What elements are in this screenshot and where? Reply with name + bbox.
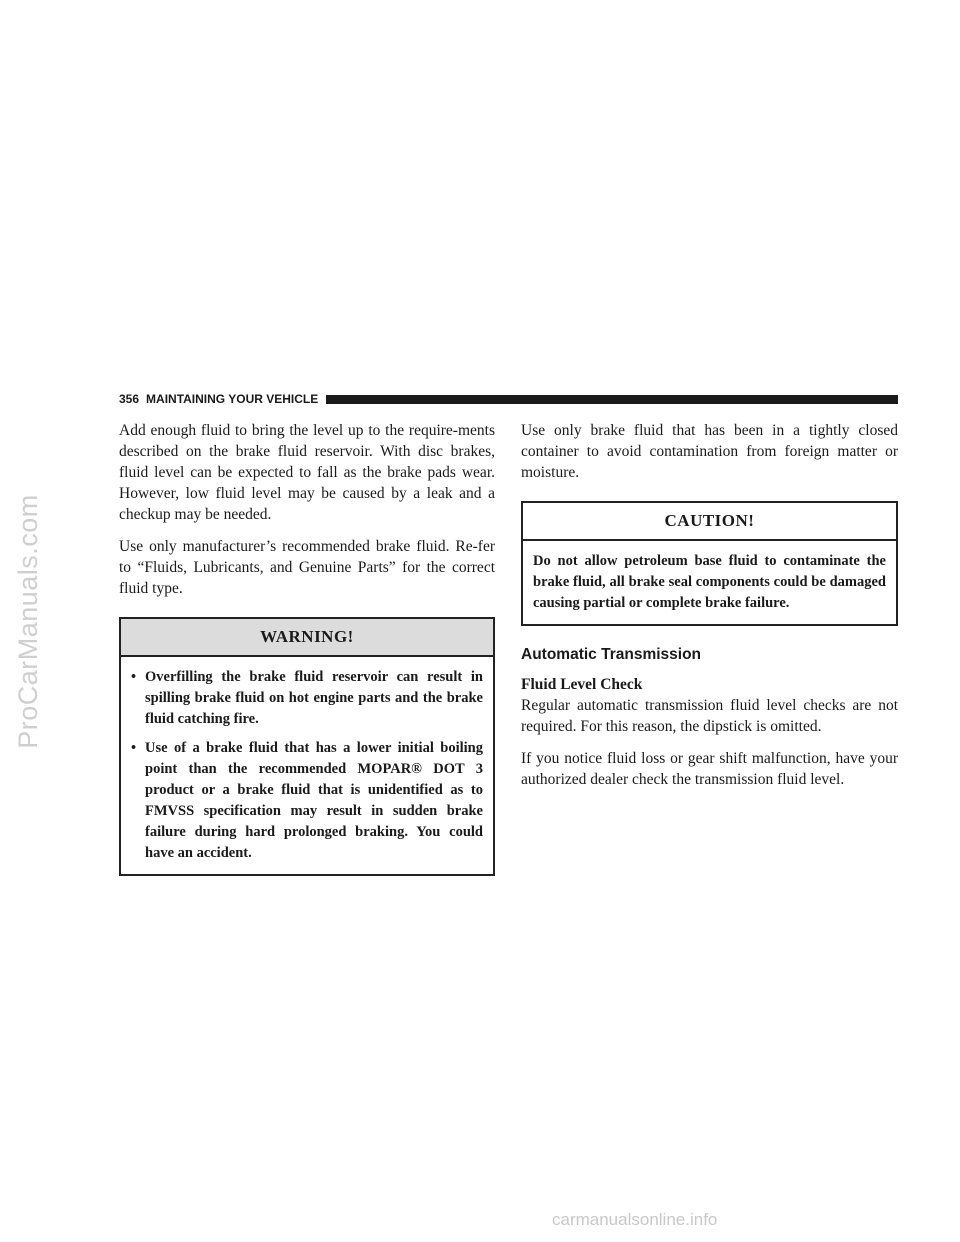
bullet-icon: • [131, 740, 137, 756]
caution-text: Do not allow petroleum base fluid to contaminate the brake fluid, all brake seal components could be damaged causing partial or complete brake failure. [533, 553, 886, 611]
section-heading: Automatic Transmission [521, 646, 702, 663]
left-paragraph-2: Use only manufacturer’s recommended brake fluid. Re-fer to “Fluids, Lubricants, and Genuine Parts” for the correct fluid type. [119, 538, 495, 597]
warning-body [121, 657, 493, 874]
caution-body [523, 541, 896, 624]
right-column [521, 420, 898, 801]
section-title: MAINTAINING YOUR VEHICLE [146, 392, 319, 406]
warning-item [131, 667, 483, 730]
side-watermark-text: ProCarManuals.com [12, 493, 43, 749]
warning-item-text: Use of a brake fluid that has a lower initial boiling point than the recommended MOPAR® DOT 3 product or a brake fluid that is unidentified as to FMVSS specification may result in sudden brake failure during hard prolonged braking. You could have an accident. [145, 740, 483, 861]
warning-item [131, 738, 483, 864]
left-column [119, 420, 495, 876]
caution-title: CAUTION! [523, 503, 896, 541]
caution-box [521, 501, 898, 626]
side-watermark [4, 0, 52, 1242]
page-header [119, 392, 898, 406]
right-paragraph-3: If you notice fluid loss or gear shift malfunction, have your authorized dealer check the transmission fluid level. [521, 750, 898, 788]
subheading: Fluid Level Check [521, 676, 643, 693]
warning-box [119, 617, 495, 876]
right-paragraph-2: Regular automatic transmission fluid level checks are not required. For this reason, the dipstick is omitted. [521, 697, 898, 735]
warning-title: WARNING! [121, 619, 493, 657]
bullet-icon: • [131, 669, 137, 685]
right-paragraph-1: Use only brake fluid that has been in a tightly closed container to avoid contamination from foreign matter or moisture. [521, 422, 898, 481]
footer-watermark: carmanualsonline.info [552, 1210, 718, 1229]
page-number: 356 [119, 392, 140, 406]
header-rule [326, 395, 898, 404]
warning-item-text: Overfilling the brake fluid reservoir can result in spilling brake fluid on hot engine parts and the brake fluid catching fire. [145, 669, 483, 727]
left-paragraph-1: Add enough fluid to bring the level up to the require-ments described on the brake fluid reservoir. With disc brakes, fluid level can be expected to fall as the brake pads wear. However, low fluid level may be caused by a leak and a checkup may be needed. [119, 422, 495, 523]
